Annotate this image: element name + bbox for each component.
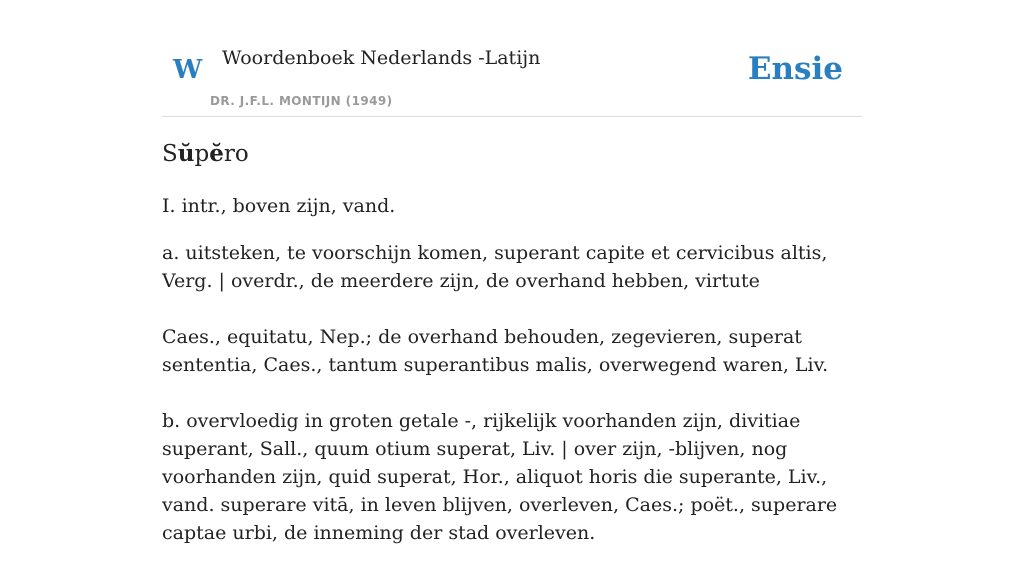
entry-paragraph: Caes., equitatu, Nep.; de overhand behouden, zegevieren, superat sententia, Caes., tantum superantibus malis, overwegend waren, Liv. [162,326,829,376]
entry-paragraph: I. intr., boven zijn, vand. [162,195,396,217]
page-header [162,0,862,117]
headword-part: S [162,141,178,167]
ensie-logo-link[interactable]: Ensie [747,51,843,87]
entry-body [162,192,872,566]
headword-part: ro [223,141,249,167]
book-title-link[interactable]: Woordenboek Nederlands -Latijn [222,47,541,69]
book-author: DR. J.F.L. MONTIJN (1949) [210,94,393,108]
entry-paragraph: b. overvloedig in groten getale -, rijkelijk voorhanden zijn, divitiae superant, Sall., quum otium superat, Liv. | over zijn, -blijven, nog voorhanden zijn, quid superat, Hor., aliquot horis die superante, Liv., vand. superare vitā, in leven blijven, overleven, Caes.; poët., superare captae urbi, de inneming der stad overleven. [162,410,838,544]
headword-part: ĕ [209,140,224,167]
entry-paragraph: a. uitsteken, te voorschijn komen, superant capite et cervicibus altis, Verg. | overdr., de meerdere zijn, de overhand hebben, virtute [162,242,828,292]
book-logo-icon[interactable]: W [173,55,203,85]
headword-part: ŭ [177,140,195,167]
entry-headword [162,138,249,170]
headword-part: p [194,141,210,167]
